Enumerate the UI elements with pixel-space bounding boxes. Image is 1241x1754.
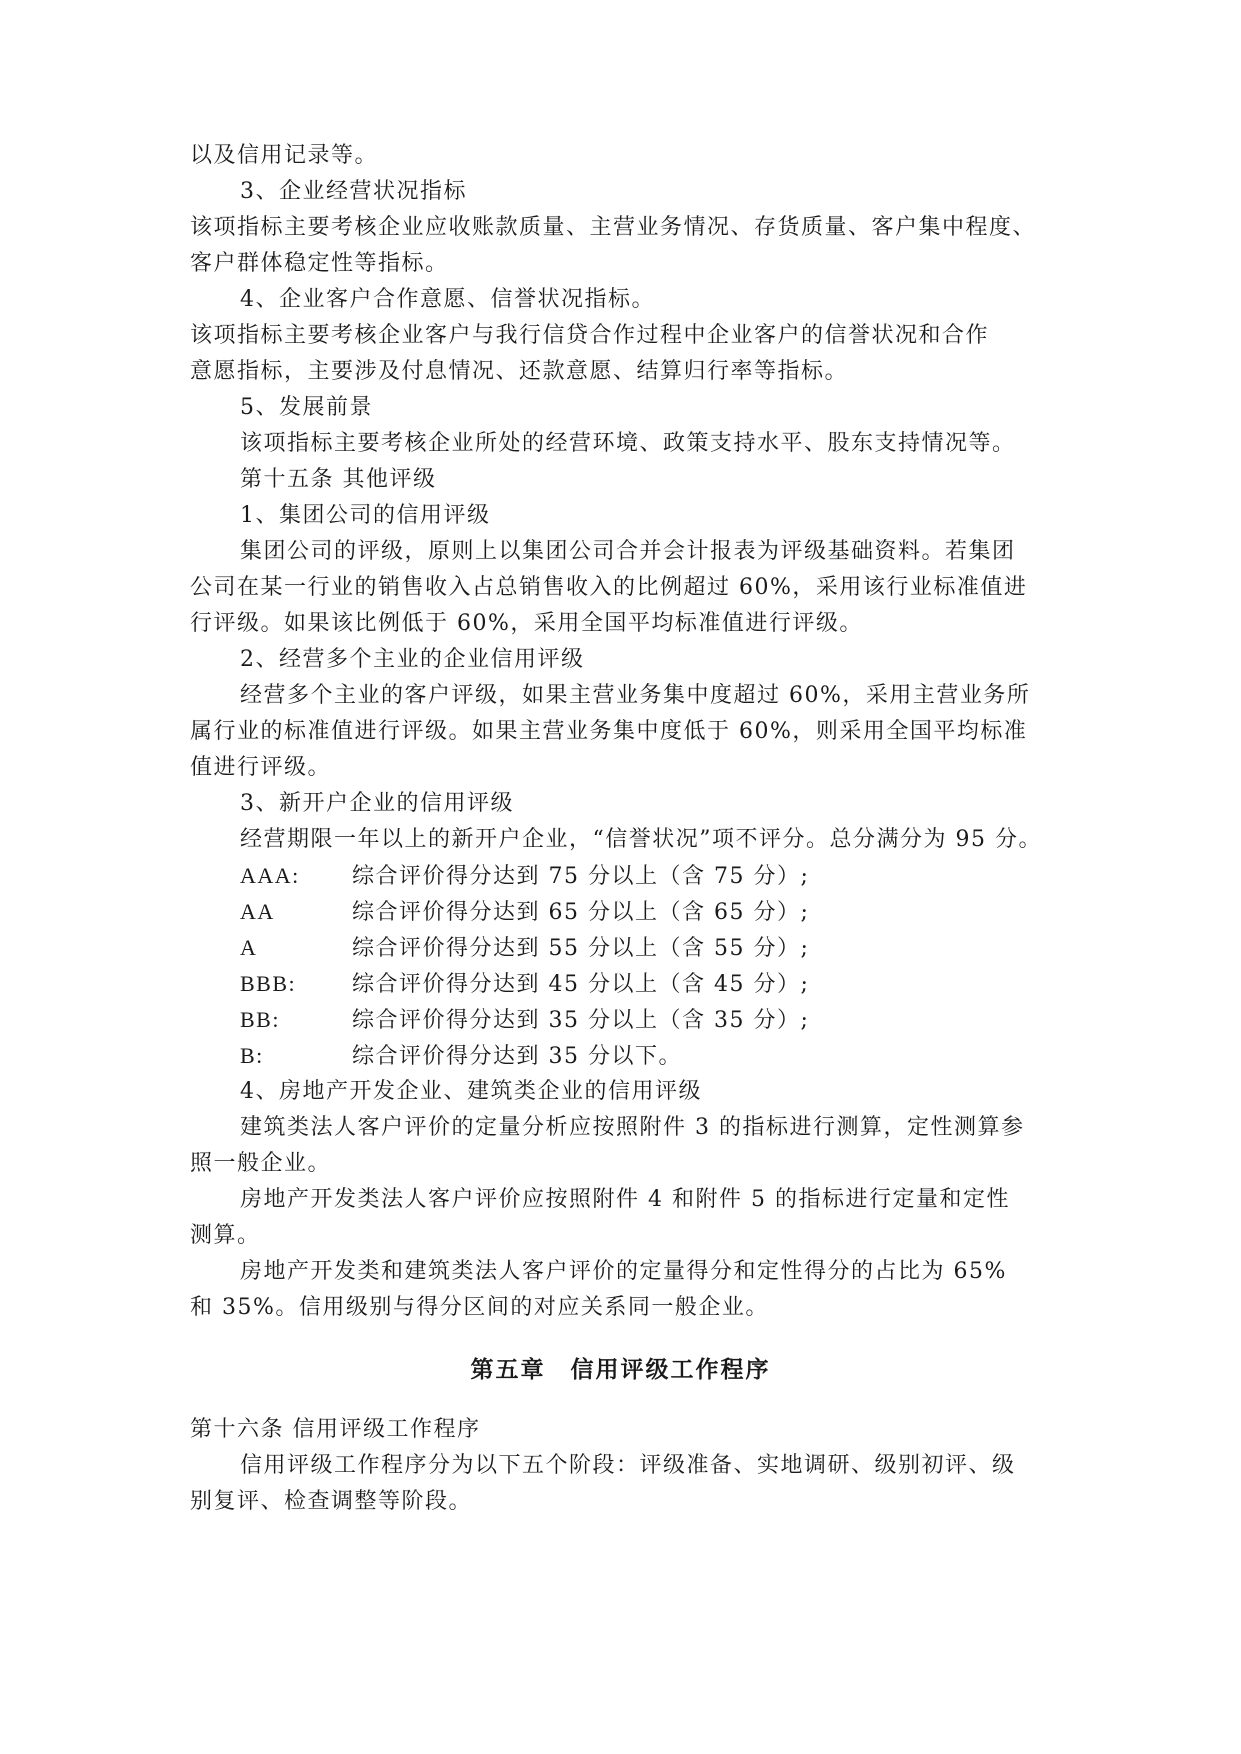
- text-line: 客户群体稳定性等指标。: [190, 251, 449, 276]
- section-heading: 4、企业客户合作意愿、信誉状况指标。: [240, 287, 655, 312]
- text-line: 意愿指标，主要涉及付息情况、还款意愿、结算归行率等指标。: [190, 359, 849, 384]
- grade-description: 综合评价得分达到 35 分以下。: [352, 1044, 682, 1069]
- grade-code: B:: [240, 1043, 264, 1068]
- text-line: 属行业的标准值进行评级。如果主营业务集中度低于 60%，则采用全国平均标准: [190, 719, 1028, 744]
- grade-description: 综合评价得分达到 65 分以上（含 65 分）;: [352, 900, 810, 925]
- text-line: 信用评级工作程序分为以下五个阶段：评级准备、实地调研、级别初评、级: [240, 1453, 1016, 1478]
- grade-description: 综合评价得分达到 45 分以上（含 45 分）;: [352, 972, 810, 997]
- text-line: 别复评、检查调整等阶段。: [190, 1489, 473, 1514]
- grade-row: [240, 928, 809, 969]
- grade-row: [240, 964, 809, 1005]
- text-line: 建筑类法人客户评价的定量分析应按照附件 3 的指标进行测算，定性测算参: [240, 1115, 1025, 1140]
- text-line: 该项指标主要考核企业应收账款质量、主营业务情况、存货质量、客户集中程度、: [190, 215, 1037, 240]
- text-line: 集团公司的评级，原则上以集团公司合并会计报表为评级基础资料。若集团: [240, 539, 1016, 564]
- article-heading: 第十五条 其他评级: [240, 467, 437, 492]
- grade-row: [240, 892, 809, 933]
- grade-description: 综合评价得分达到 55 分以上（含 55 分）;: [352, 936, 810, 961]
- grade-row: [240, 1036, 682, 1077]
- grade-code: AAA:: [240, 863, 300, 888]
- section-heading: 1、集团公司的信用评级: [240, 503, 491, 528]
- grade-code: BBB:: [240, 971, 297, 996]
- text-line: 经营多个主业的客户评级，如果主营业务集中度超过 60%，采用主营业务所: [240, 683, 1031, 708]
- text-line: 测算。: [190, 1223, 261, 1248]
- text-line: 和 35%。信用级别与得分区间的对应关系同一般企业。: [190, 1295, 769, 1320]
- grade-code: BB:: [240, 1007, 280, 1032]
- grade-row: [240, 856, 809, 897]
- text-line: 公司在某一行业的销售收入占总销售收入的比例超过 60%，采用该行业标准值进: [190, 575, 1028, 600]
- text-line: 照一般企业。: [190, 1151, 332, 1176]
- text-line: 经营期限一年以上的新开户企业，“信誉状况”项不评分。总分满分为 95 分。: [240, 827, 1042, 852]
- text-line: 该项指标主要考核企业所处的经营环境、政策支持水平、股东支持情况等。: [240, 431, 1016, 456]
- grade-code: A: [240, 935, 258, 960]
- section-heading: 4、房地产开发企业、建筑类企业的信用评级: [240, 1079, 702, 1104]
- article-heading: 第十六条 信用评级工作程序: [190, 1417, 481, 1442]
- grade-row: [240, 1000, 809, 1041]
- text-line: 房地产开发类法人客户评价应按照附件 4 和附件 5 的指标进行定量和定性: [240, 1187, 1010, 1212]
- grade-code: AA: [240, 899, 275, 924]
- text-line: 该项指标主要考核企业客户与我行信贷合作过程中企业客户的信誉状况和合作: [190, 323, 990, 348]
- section-heading: 2、经营多个主业的企业信用评级: [240, 647, 585, 672]
- grade-description: 综合评价得分达到 35 分以上（含 35 分）;: [352, 1008, 810, 1033]
- section-heading: 3、新开户企业的信用评级: [240, 791, 514, 816]
- section-heading: 3、企业经营状况指标: [240, 179, 467, 204]
- grade-description: 综合评价得分达到 75 分以上（含 75 分）;: [352, 864, 810, 889]
- chapter-title: 第五章 信用评级工作程序: [470, 1356, 771, 1383]
- section-heading: 5、发展前景: [240, 395, 373, 420]
- text-line: 房地产开发类和建筑类法人客户评价的定量得分和定性得分的占比为 65%: [240, 1259, 1007, 1284]
- text-line: 行评级。如果该比例低于 60%，采用全国平均标准值进行评级。: [190, 611, 863, 636]
- text-line: 以及信用记录等。: [190, 143, 379, 168]
- text-line: 值进行评级。: [190, 755, 332, 780]
